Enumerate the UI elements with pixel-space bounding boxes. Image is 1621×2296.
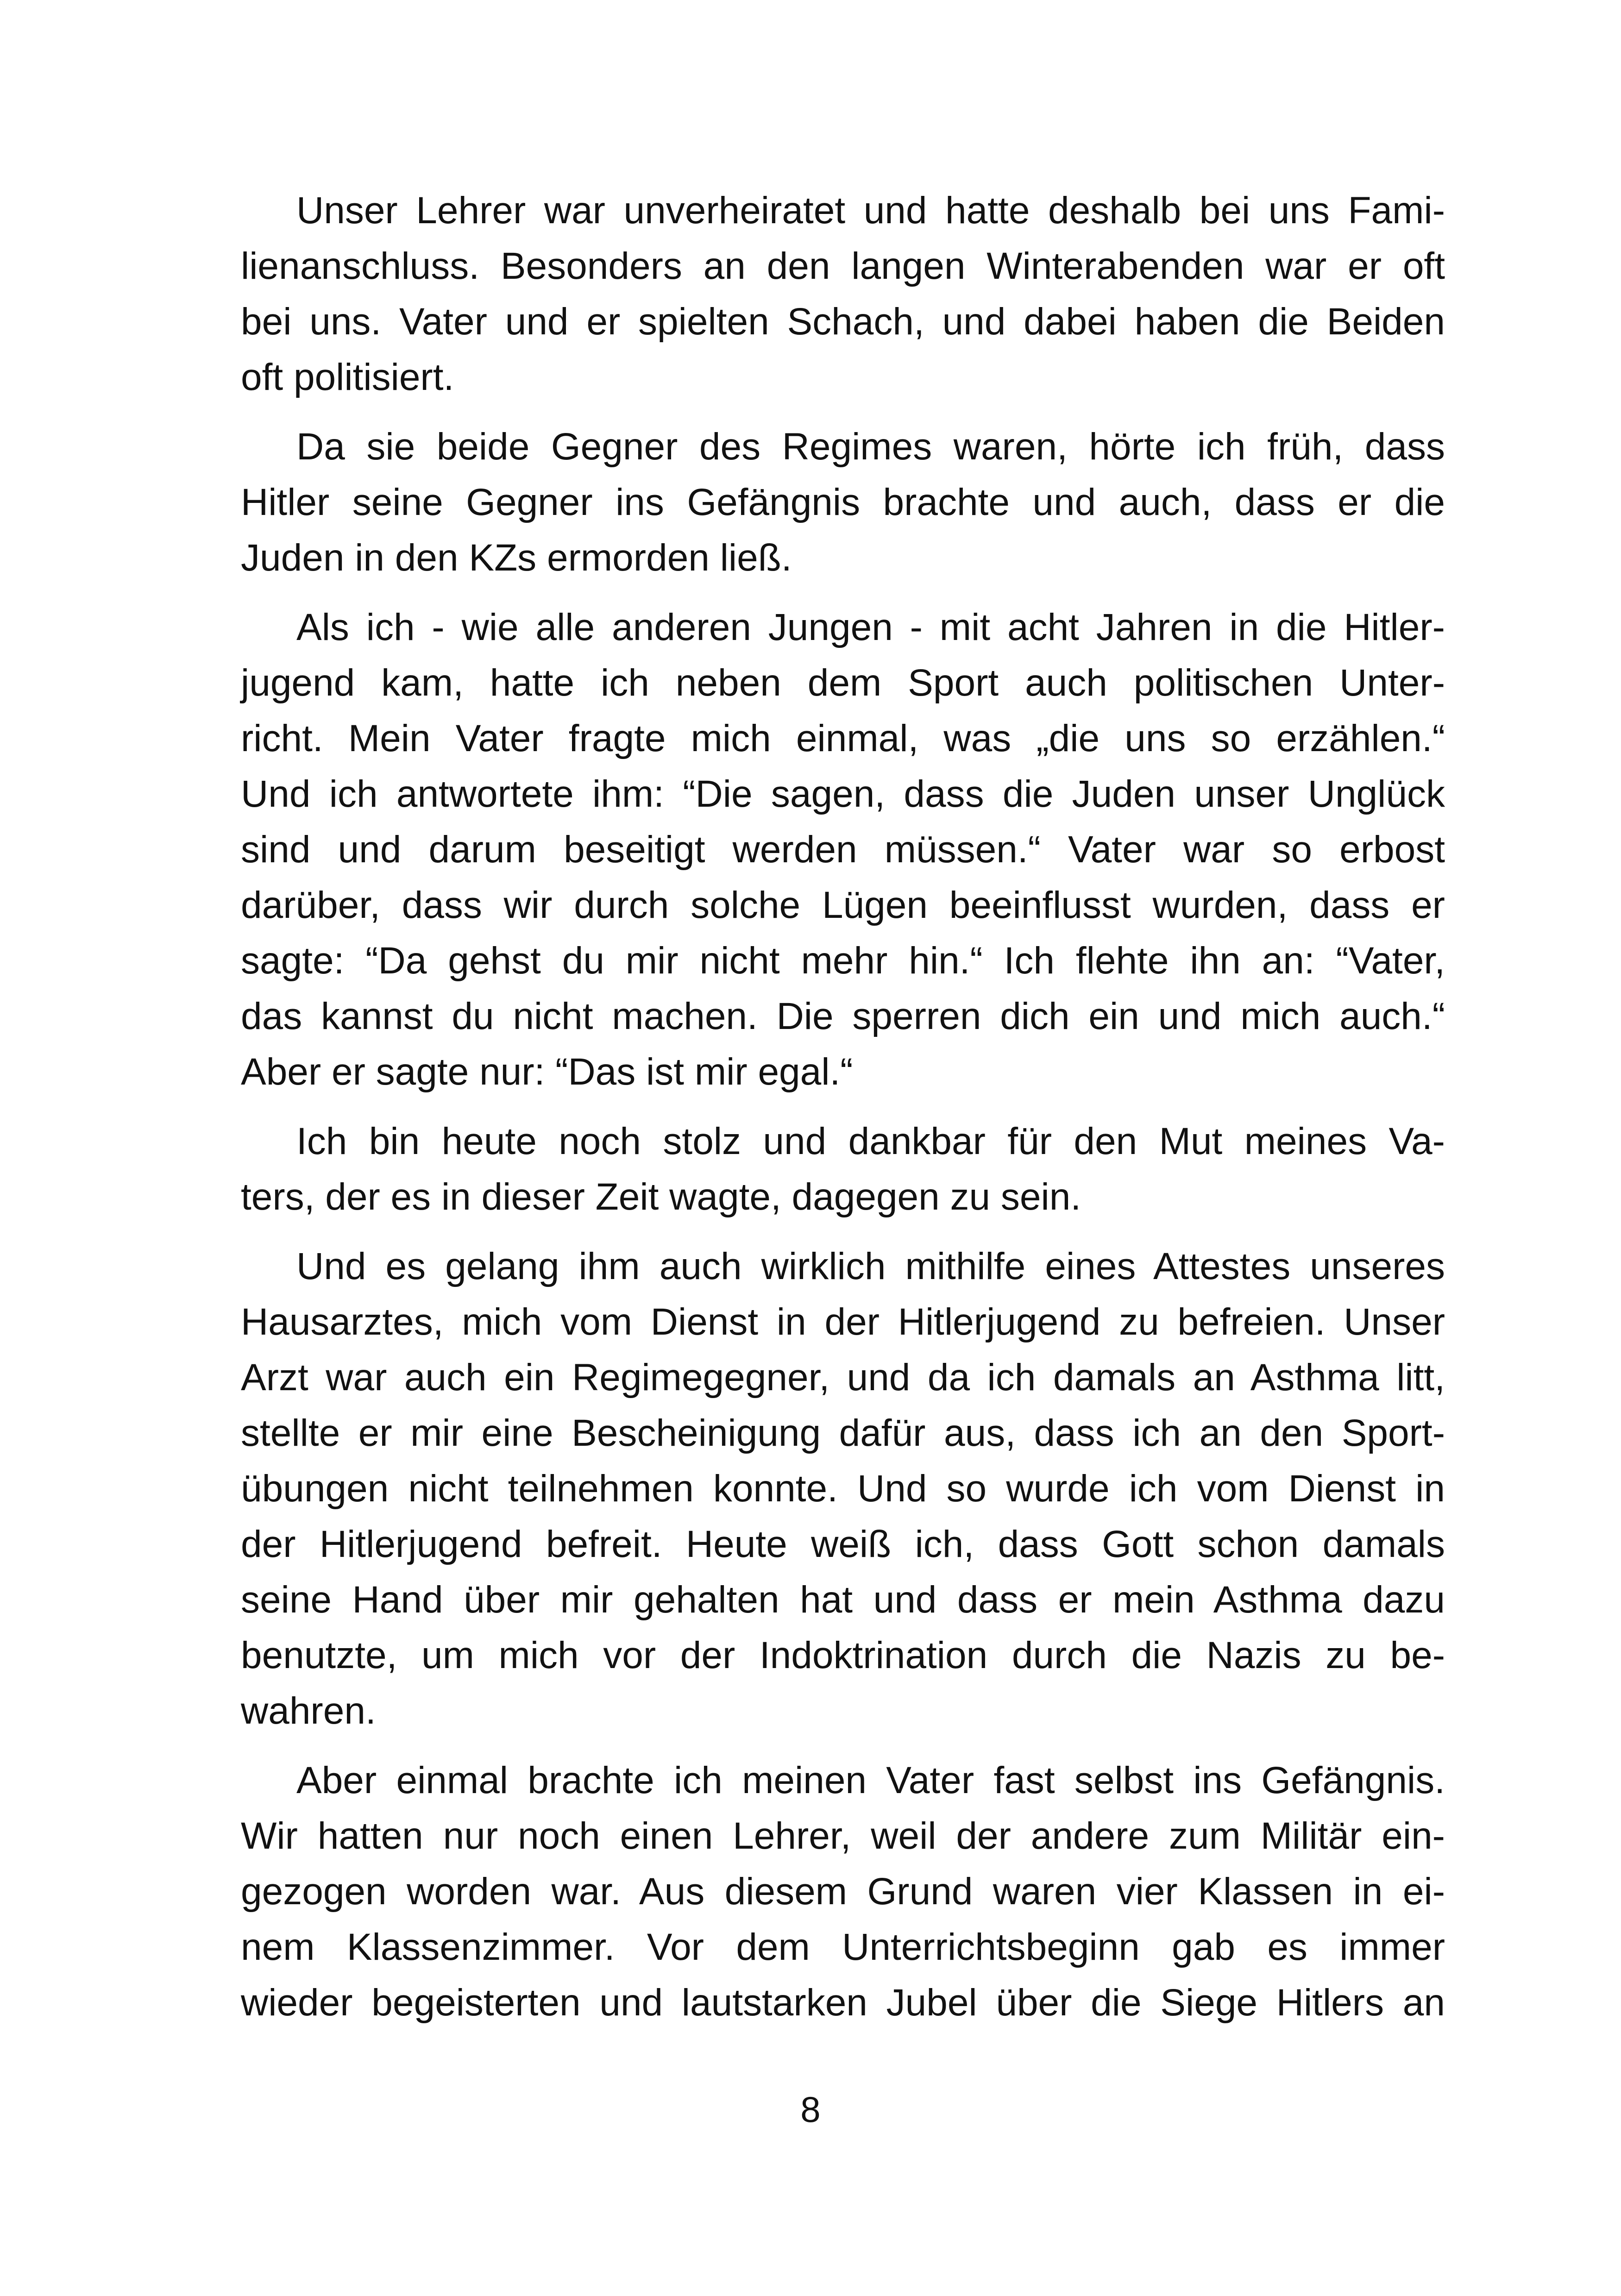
text-line: wahren.	[241, 1690, 376, 1732]
text-line: richt. Mein Vater fragte mich einmal, was „die uns so erzählen.“	[241, 717, 1445, 759]
text-line: Aber er sagte nur: “Das ist mir egal.“	[241, 1051, 853, 1093]
text-line: benutzte, um mich vor der Indoktrination durch die Nazis zu be-	[241, 1634, 1445, 1676]
text-line: ters, der es in dieser Zeit wagte, dagegen zu sein.	[241, 1176, 1081, 1218]
text-line: Hitler seine Gegner ins Gefängnis brachte und auch, dass er die	[241, 481, 1445, 523]
body-text	[185, 183, 1445, 2031]
paragraph-gap	[185, 405, 1445, 419]
paragraph	[185, 183, 1445, 405]
paragraph-gap	[185, 1739, 1445, 1753]
paragraph	[185, 1239, 1445, 1739]
text-line: Und es gelang ihm auch wirklich mithilfe eines Attestes unseres	[296, 1245, 1445, 1287]
text-line: Als ich - wie alle anderen Jungen - mit acht Jahren in die Hitler-	[296, 606, 1445, 648]
text-line: oft politisiert.	[241, 356, 454, 398]
text-line: sagte: “Da gehst du mir nicht mehr hin.“ Ich flehte ihn an: “Vater,	[241, 940, 1445, 982]
text-line: Juden in den KZs ermorden ließ.	[241, 537, 792, 579]
text-line: stellte er mir eine Bescheinigung dafür aus, dass ich an den Sport-	[241, 1412, 1445, 1454]
paragraph-gap	[185, 1225, 1445, 1239]
paragraph-gap	[185, 1100, 1445, 1114]
text-line: Wir hatten nur noch einen Lehrer, weil der andere zum Militär ein-	[241, 1815, 1445, 1857]
paragraph	[185, 1753, 1445, 2031]
page-number: 8	[800, 2089, 821, 2130]
text-line: bei uns. Vater und er spielten Schach, und dabei haben die Beiden	[241, 301, 1445, 343]
text-line: Arzt war auch ein Regimegegner, und da ich damals an Asthma litt,	[241, 1356, 1445, 1399]
text-line: nem Klassenzimmer. Vor dem Unterrichtsbeginn gab es immer	[241, 1926, 1445, 1968]
text-line: wieder begeisterten und lautstarken Jubel über die Siege Hitlers an	[241, 1982, 1445, 2024]
text-line: Und ich antwortete ihm: “Die sagen, dass die Juden unser Unglück	[241, 773, 1445, 815]
paragraph	[185, 1114, 1445, 1225]
text-line: Ich bin heute noch stolz und dankbar für den Mut meines Va-	[296, 1120, 1445, 1162]
text-line: darüber, dass wir durch solche Lügen beeinflusst wurden, dass er	[241, 884, 1445, 926]
text-line: der Hitlerjugend befreit. Heute weiß ich, dass Gott schon damals	[241, 1523, 1445, 1565]
text-line: seine Hand über mir gehalten hat und dass er mein Asthma dazu	[241, 1579, 1445, 1621]
text-line: Aber einmal brachte ich meinen Vater fast selbst ins Gefängnis.	[296, 1759, 1445, 1801]
paragraph-gap	[185, 586, 1445, 600]
text-line: sind und darum beseitigt werden müssen.“ Vater war so erbost	[241, 828, 1445, 871]
text-line: Hausarztes, mich vom Dienst in der Hitlerjugend zu befreien. Unser	[241, 1301, 1445, 1343]
text-line: das kannst du nicht machen. Die sperren dich ein und mich auch.“	[241, 995, 1445, 1037]
text-line: übungen nicht teilnehmen konnte. Und so wurde ich vom Dienst in	[241, 1468, 1445, 1510]
text-line: Unser Lehrer war unverheiratet und hatte deshalb bei uns Fami-	[296, 189, 1445, 232]
text-line: gezogen worden war. Aus diesem Grund waren vier Klassen in ei-	[241, 1870, 1445, 1913]
text-line: lienanschluss. Besonders an den langen Winterabenden war er oft	[241, 245, 1445, 287]
text-line: jugend kam, hatte ich neben dem Sport auch politischen Unter-	[241, 662, 1445, 704]
text-line: Da sie beide Gegner des Regimes waren, hörte ich früh, dass	[296, 426, 1445, 468]
paragraph	[185, 419, 1445, 586]
paragraph	[185, 600, 1445, 1100]
